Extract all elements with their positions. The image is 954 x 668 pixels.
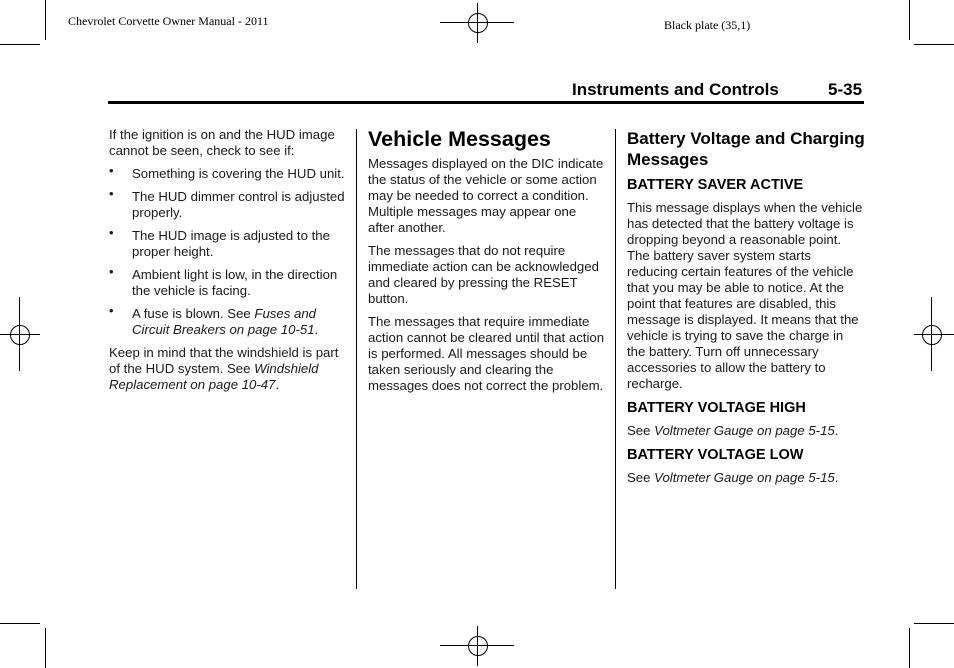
- crop-mark: [0, 44, 40, 45]
- column-divider: [356, 129, 357, 589]
- paragraph: This message displays when the vehicle has detected that the battery voltage is dropping beyond a reasonable point. The battery saver system starts reducing certain features of the vehicle that you may be able to notice. At the point that features are disabled, this message is displayed. It means that the vehicle is trying to save the charge in the battery. Turn off unnecessary accessories to allow the battery to recharge.: [627, 200, 863, 391]
- registration-mark-bottom: [440, 626, 514, 666]
- paragraph: The messages that do not require immediate action can be acknowledged and cleared by pressing the RESET button.: [368, 243, 599, 306]
- subheading: BATTERY SAVER ACTIVE: [627, 177, 804, 193]
- list-item: • The HUD dimmer control is adjusted properly.: [109, 186, 345, 220]
- column-2: [368, 126, 606, 401]
- intro-paragraph: If the ignition is on and the HUD image cannot be seen, check to see if:: [109, 127, 335, 158]
- bullet-icon: •: [109, 264, 114, 279]
- bullet-icon: •: [109, 303, 114, 318]
- paragraph: Messages displayed on the DIC indicate the status of the vehicle or some action may be needed to correct a condition. Multiple messages may appear one after another.: [368, 156, 604, 235]
- crop-mark: [914, 44, 954, 45]
- manual-title: Chevrolet Corvette Owner Manual - 2011: [68, 14, 269, 28]
- crop-mark: [0, 623, 40, 624]
- registration-mark-left: [0, 297, 40, 371]
- section-title: Instruments and Controls: [572, 80, 779, 99]
- registration-mark-right: [914, 297, 954, 371]
- check-list: [109, 163, 345, 338]
- paragraph: See Voltmeter Gauge on page 5-15.: [627, 470, 839, 485]
- crop-mark: [914, 623, 954, 624]
- list-item: • Ambient light is low, in the direction the vehicle is facing.: [109, 264, 338, 298]
- subheading: BATTERY VOLTAGE HIGH: [627, 400, 806, 416]
- cross-reference-link[interactable]: Fuses and Circuit Breakers on page 10-51: [132, 306, 317, 337]
- page-number: 5-35: [828, 80, 863, 99]
- cross-reference-link[interactable]: Voltmeter Gauge on page 5-15: [654, 423, 835, 438]
- bullet-icon: •: [109, 163, 114, 178]
- cross-reference-link[interactable]: Voltmeter Gauge on page 5-15: [654, 470, 835, 485]
- registration-mark-top: [440, 3, 514, 43]
- crop-mark: [45, 0, 46, 40]
- column-divider: [615, 129, 616, 589]
- header-rule: [108, 101, 864, 104]
- crop-mark: [909, 0, 910, 40]
- plate-label: Black plate (35,1): [664, 18, 751, 32]
- column-1: [109, 127, 345, 400]
- list-item: • Something is covering the HUD unit.: [109, 163, 345, 181]
- section-heading: Battery Voltage and Charging Messages: [627, 129, 865, 169]
- subheading: BATTERY VOLTAGE LOW: [627, 447, 804, 463]
- bullet-icon: •: [109, 225, 114, 240]
- paragraph: The messages that require immediate action cannot be cleared until that action is performed. All messages should be taken seriously and clearing the messages does not correct the problem.: [368, 314, 605, 393]
- section-heading: Vehicle Messages: [368, 127, 551, 151]
- bullet-icon: •: [109, 186, 114, 201]
- column-3: [627, 128, 865, 493]
- paragraph: See Voltmeter Gauge on page 5-15.: [627, 423, 839, 438]
- list-item: • A fuse is blown. See Fuses and Circuit Breakers on page 10-51.: [109, 303, 319, 337]
- crop-mark: [45, 628, 46, 668]
- outro-paragraph: Keep in mind that the windshield is part of the HUD system. See Windshield Replacement on page 10-47.: [109, 345, 339, 392]
- list-item: • The HUD image is adjusted to the proper height.: [109, 225, 330, 259]
- cross-reference-link[interactable]: Windshield Replacement on page 10-47: [109, 361, 319, 392]
- crop-mark: [909, 628, 910, 668]
